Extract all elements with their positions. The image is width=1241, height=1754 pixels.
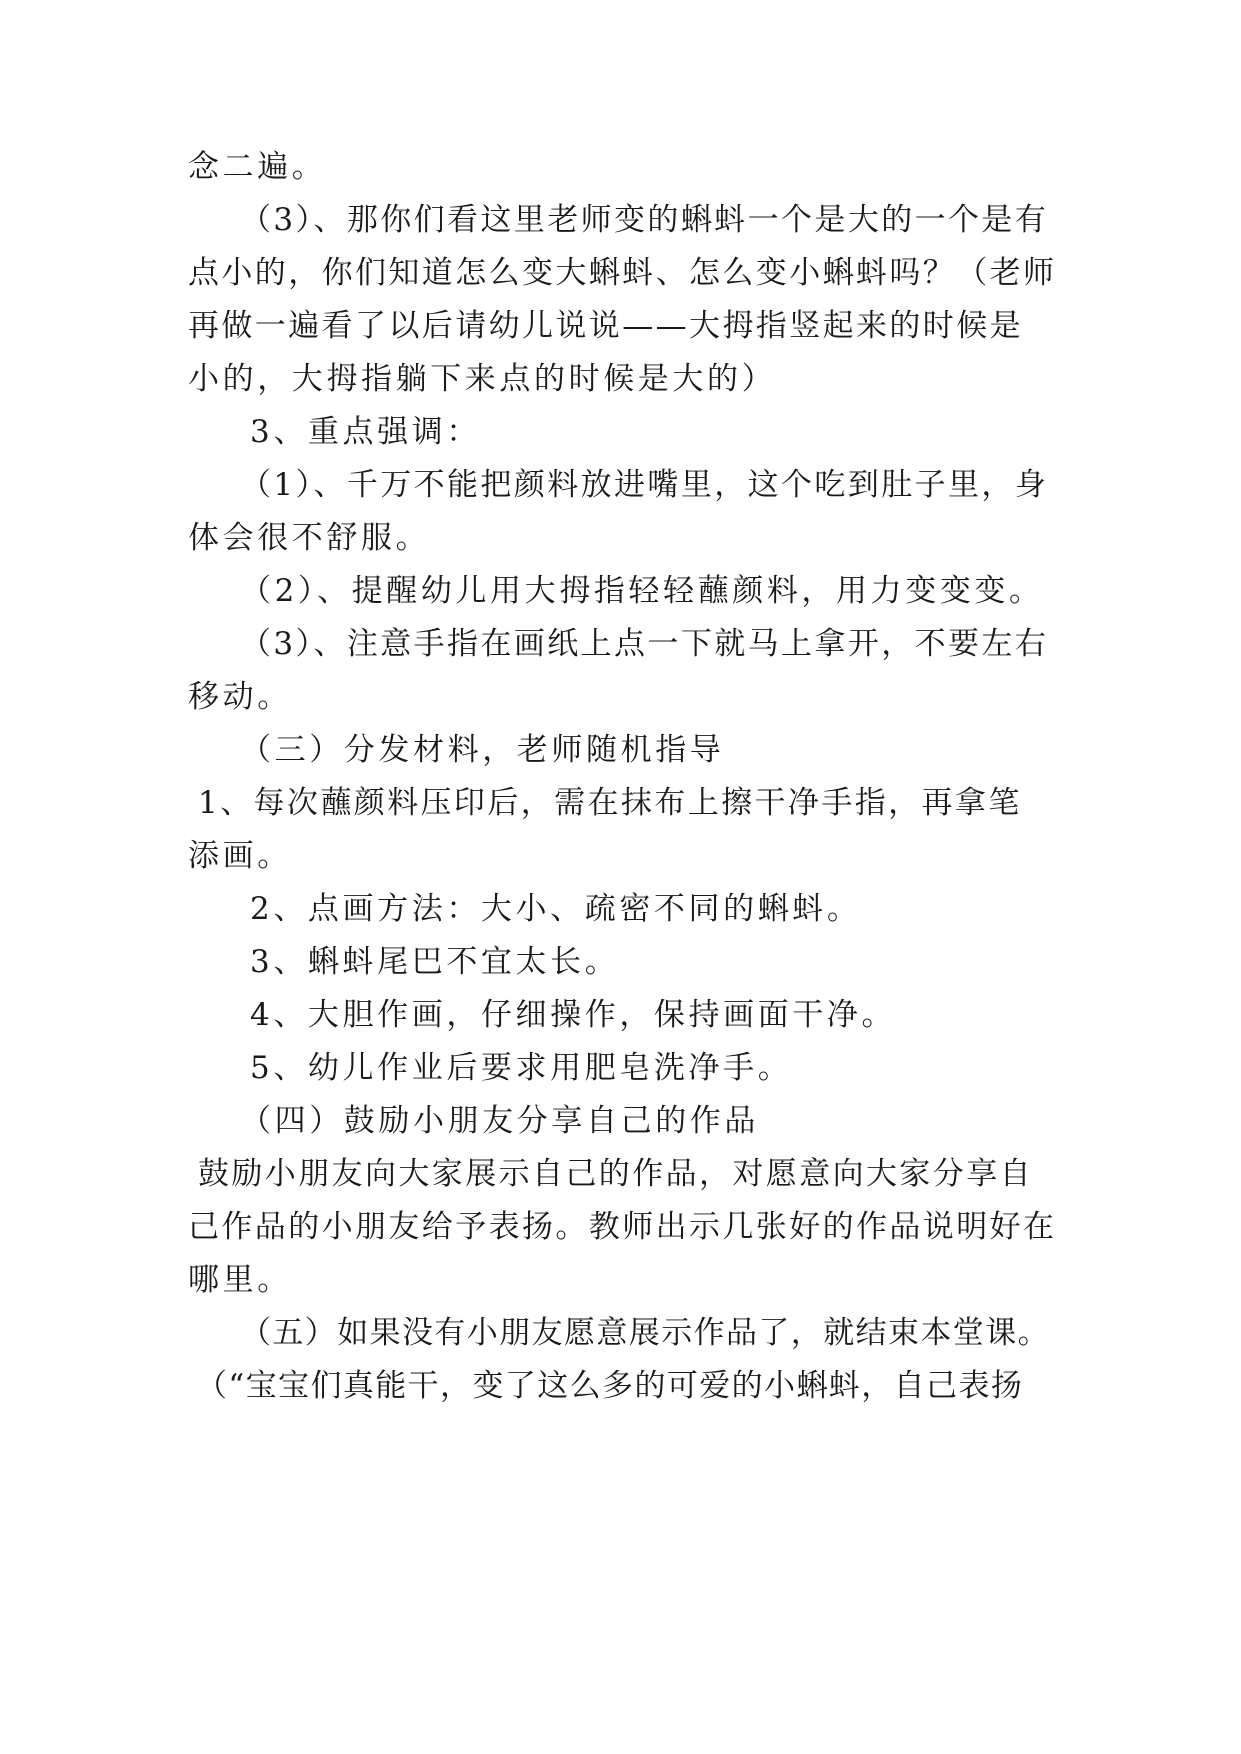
text-line: （“宝宝们真能干，变了这么多的可爱的小蝌蚪，自己表扬 [196,1368,1024,1404]
text-line: 1、每次蘸颜料压印后，需在抹布上擦干净手指，再拿笔 [198,785,1022,821]
text-line: （3）、注意手指在画纸上点一下就马上拿开，不要左右 [240,626,1049,662]
text-line: （五）如果没有小朋友愿意展示作品了，就结束本堂课。 [240,1315,1050,1351]
text-line: 再做一遍看了以后请幼儿说说——大拇指竖起来的时候是 [188,308,1023,344]
text-line: 鼓励小朋友向大家展示自己的作品，对愿意向大家分享自 [198,1156,1033,1192]
text-line: 点小的，你们知道怎么变大蝌蚪、怎么变小蝌蚪吗？（老师 [188,255,1057,291]
text-line: 5、幼儿作业后要求用肥皂洗净手。 [250,1050,793,1086]
text-line: 3、蝌蚪尾巴不宜太长。 [250,944,620,980]
text-line: （2）、提醒幼儿用大拇指轻轻蘸颜料，用力变变变。 [240,573,1044,609]
text-line: 移动。 [188,679,292,715]
text-line: 4、大胆作画，仔细操作，保持画面干净。 [250,997,897,1033]
text-line: 添画。 [188,838,292,874]
text-line: 体会很不舒服。 [188,520,431,556]
text-line: 小的，大拇指躺下来点的时候是大的） [188,361,777,397]
text-line: （三）分发材料，老师随机指导 [240,732,725,768]
text-line: （四）鼓励小朋友分享自己的作品 [240,1103,759,1139]
text-line: （1）、千万不能把颜料放进嘴里，这个吃到肚子里，身 [240,467,1049,503]
text-line: （3）、那你们看这里老师变的蝌蚪一个是大的一个是有 [240,202,1049,238]
text-line: 己作品的小朋友给予表扬。教师出示几张好的作品说明好在 [188,1209,1057,1245]
text-line: 3、重点强调： [250,414,481,450]
text-line: 念二遍。 [188,149,327,185]
text-line: 2、点画方法：大小、疏密不同的蝌蚪。 [250,891,862,927]
text-line: 哪里。 [188,1262,292,1298]
